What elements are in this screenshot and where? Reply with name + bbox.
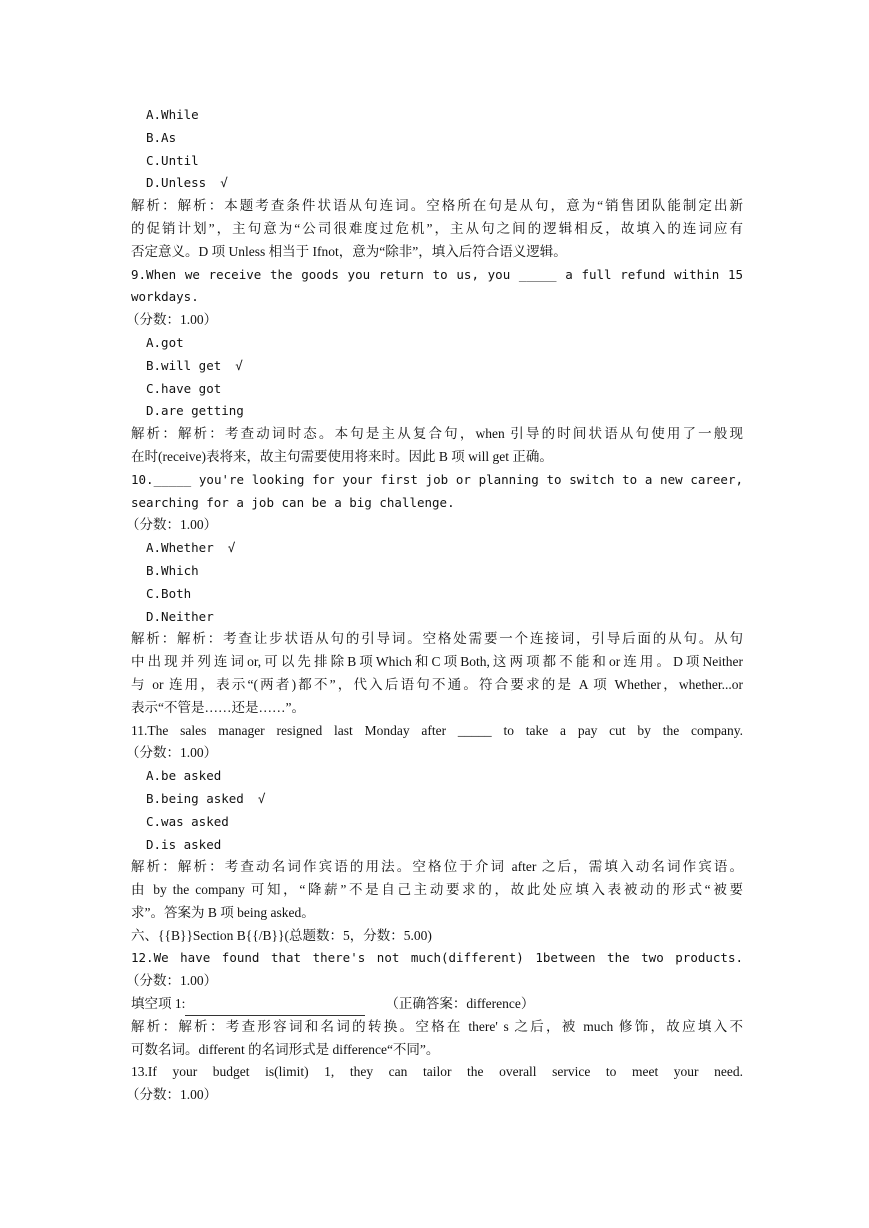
q10-option-c[interactable]: C.Both <box>146 585 192 601</box>
q9-analysis-line: 解析：解析：考查动词时态。本句是主从复合句，when 引导的时间状语从句使用了一般现 <box>131 426 743 442</box>
q11-analysis-line: 解析：解析：考查动名词作宾语的用法。空格位于介词 after 之后，需填入动名词作宾语。 <box>131 859 743 875</box>
q9-option-c[interactable]: C.have got <box>146 380 222 396</box>
q9-score: （分数：1.00） <box>126 312 218 328</box>
q8-analysis-line: 解析：解析：本题考查条件状语从句连词。空格所在句是从句，意为“销售团队能制定出新 <box>131 198 743 214</box>
q12-analysis-line: 可数名词。different 的名词形式是 difference“不同”。 <box>131 1041 440 1057</box>
q11-option-a[interactable]: A.be asked <box>146 768 222 784</box>
q8-analysis-line: 的促销计划”，主句意为“公司很难度过危机”，主从句之间的逻辑相反，故填入的连词应有 <box>131 220 743 236</box>
correct-check-icon: √ <box>227 540 236 556</box>
correct-check-icon: √ <box>257 790 266 806</box>
q8-analysis-line: 否定意义。D 项 Unless 相当于 Ifnot，意为“除非”，填入后符合语义逻辑。 <box>131 243 567 259</box>
q10-score: （分数：1.00） <box>126 517 218 533</box>
q12-stem: 12.We have found that there's not much(different) 1between the two products. <box>131 950 743 966</box>
q12-fill-row <box>131 993 743 1016</box>
q11-option-d[interactable]: D.is asked <box>146 836 222 852</box>
fill-label: 填空项 1: <box>131 996 186 1012</box>
document-page <box>126 104 743 1107</box>
q10-analysis-line: 解析：解析：考查让步状语从句的引导词。空格处需要一个连接词，引导后面的从句。从句 <box>131 631 743 647</box>
q10-analysis-line: 中出现并列连词or,可以先排除B项Which和C项Both,这两项都不能和or连用。D项Neither <box>131 654 743 670</box>
correct-answer: （正确答案：difference） <box>385 996 535 1012</box>
correct-check-icon: √ <box>220 175 228 191</box>
q10-stem: 10._____ you're looking for your first job or planning to switch to a new career, <box>131 471 743 487</box>
q10-option-a[interactable]: A.Whether √ <box>146 540 236 556</box>
q9-analysis-line: 在时(receive)表将来，故主句需要使用将来时。因此 B 项 will get 正确。 <box>131 448 553 464</box>
q13-score: （分数：1.00） <box>126 1087 218 1103</box>
correct-check-icon: √ <box>235 357 243 373</box>
q8-option-c[interactable]: C.Until <box>146 152 199 168</box>
q11-score: （分数：1.00） <box>126 745 218 761</box>
q9-stem: workdays. <box>131 289 199 305</box>
q8-option-a[interactable]: A.While <box>146 107 199 122</box>
q10-stem: searching for a job can be a big challenge. <box>131 494 455 510</box>
q11-option-c[interactable]: C.was asked <box>146 813 229 829</box>
q9-option-d[interactable]: D.are getting <box>146 403 244 419</box>
q10-option-d[interactable]: D.Neither <box>146 608 214 624</box>
q13-stem: 13.If your budget is(limit) 1, they can tailor the overall service to meet your need. <box>131 1064 743 1080</box>
q8-option-b[interactable]: B.As <box>146 129 177 145</box>
q11-stem: 11.The sales manager resigned last Monday after _____ to take a pay cut by the company. <box>131 722 743 738</box>
q11-analysis-line: 由 by the company 可知，“降薪”不是自己主动要求的，故此处应填入表被动的形式“被要 <box>131 882 743 898</box>
q12-score: （分数：1.00） <box>126 973 218 989</box>
q9-option-b[interactable]: B.will get √ <box>146 357 243 373</box>
q8-option-d[interactable]: D.Unless √ <box>146 175 228 191</box>
q9-stem: 9.When we receive the goods you return to us, you _____ a full refund within 15 <box>131 266 743 282</box>
q12-analysis-line: 解析：解析：考查形容词和名词的转换。空格在 there' s 之后，被 much 修饰，故应填入不 <box>131 1018 743 1034</box>
q9-option-a[interactable]: A.got <box>146 334 184 350</box>
q11-option-b[interactable]: B.being asked √ <box>146 790 266 806</box>
fill-blank-input[interactable] <box>185 1001 365 1016</box>
q10-analysis-line: 与 or 连用，表示“(两者)都不”，代入后语句不通。符合要求的是 A 项 Whether，whether...or <box>131 676 743 692</box>
section-heading: 六、{{B}}Section B{{/B}}(总题数：5，分数：5.00) <box>131 927 432 943</box>
q11-analysis-line: 求”。答案为 B 项 being asked。 <box>131 904 315 920</box>
q10-option-b[interactable]: B.Which <box>146 562 199 578</box>
q10-analysis-line: 表示“不管是……还是……”。 <box>131 699 305 715</box>
